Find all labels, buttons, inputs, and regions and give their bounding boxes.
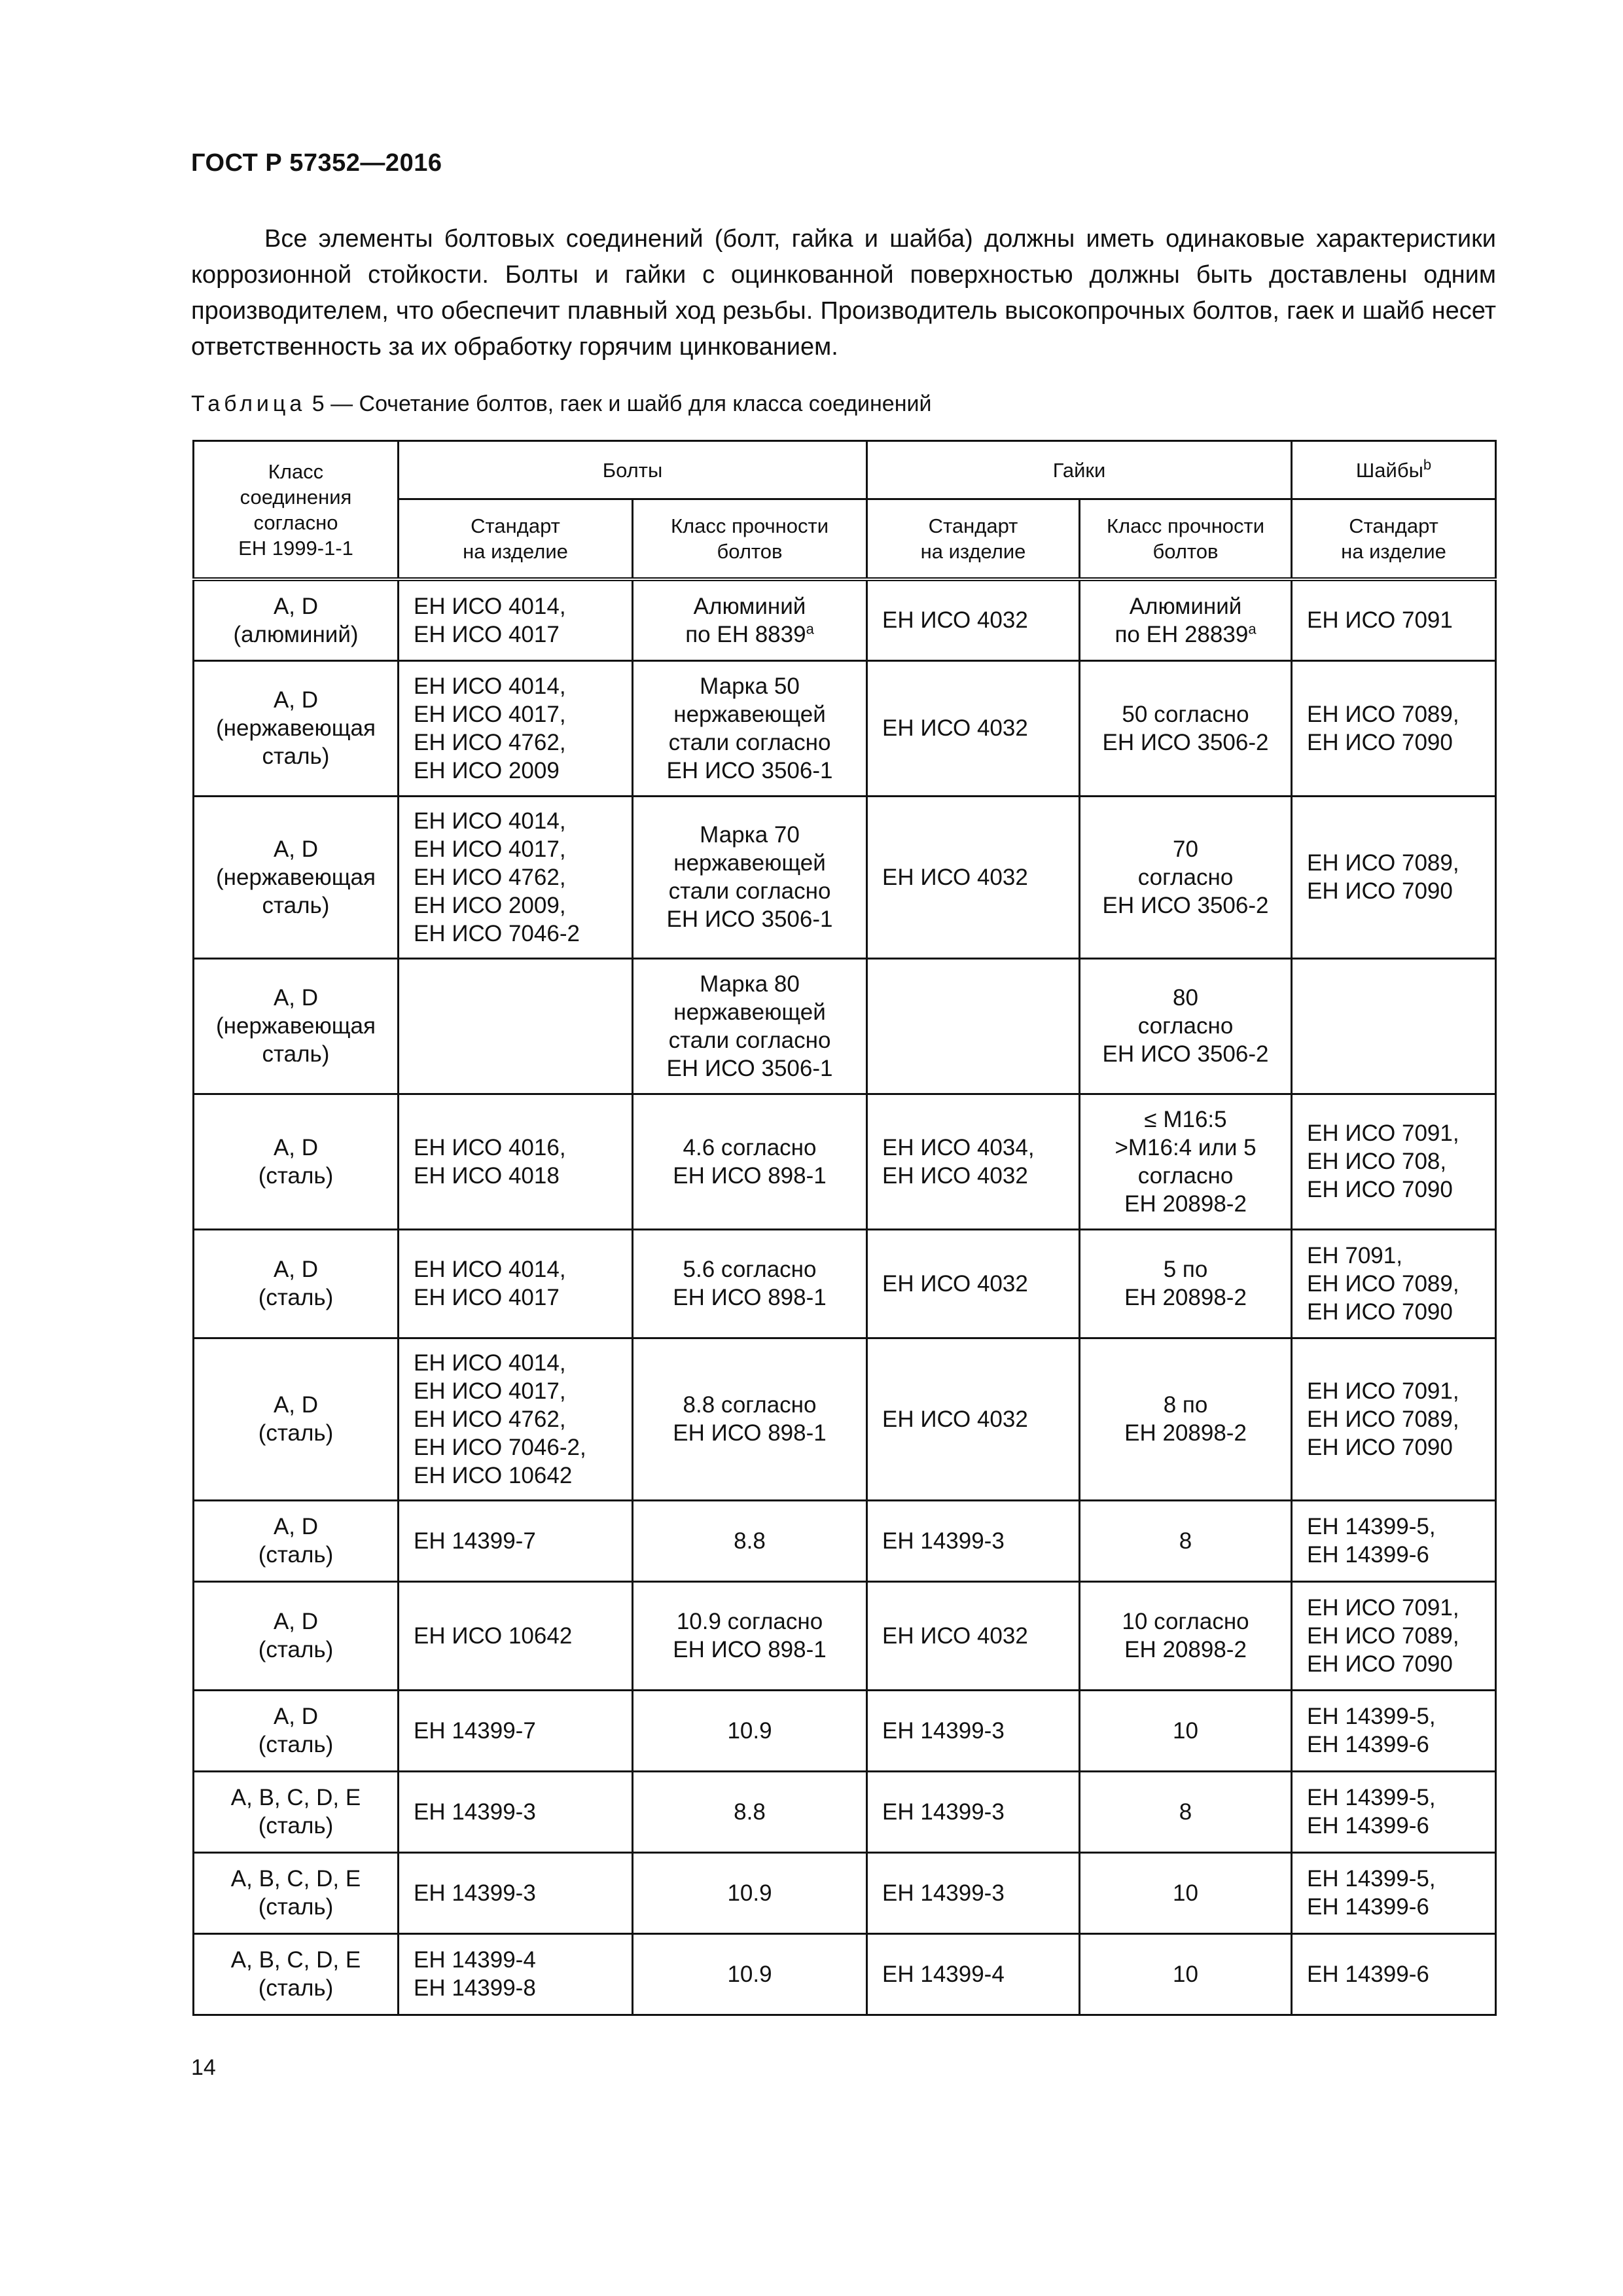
cell-washer-standard — [1292, 1500, 1496, 1581]
cell-nut-strength — [1080, 1690, 1292, 1771]
cell-bolt-standard-text: ЕН 14399-4 ЕН 14399-8 — [414, 1947, 536, 2001]
cell-bolt-strength — [633, 1094, 867, 1229]
page-header: ГОСТ Р 57352—2016 — [191, 149, 442, 177]
cell-nut-strength-text: 8 — [1179, 1528, 1192, 1554]
cell-bolt-standard-text: ЕН ИСО 4014, ЕН ИСО 4017, ЕН ИСО 4762, ЕН ИСО 2009, ЕН ИСО 7046-2 — [414, 808, 580, 946]
table-row — [194, 1094, 1496, 1229]
cell-bolt-standard — [399, 579, 633, 660]
cell-connection-class-text: A, D (сталь) — [258, 1514, 334, 1568]
cell-bolt-standard-text: ЕН ИСО 10642 — [414, 1623, 573, 1649]
cell-bolt-standard-text: ЕН ИСО 4014, ЕН ИСО 4017, ЕН ИСО 4762, ЕН ИСО 2009 — [414, 673, 566, 783]
cell-nut-strength-text: 70 согласно ЕН ИСО 3506-2 — [1102, 836, 1269, 918]
cell-bolt-strength-text: 8.8 — [734, 1528, 766, 1554]
cell-connection-class-text: A, B, C, D, E (сталь) — [230, 1785, 361, 1839]
body-paragraph: Все элементы болтовых соединений (болт, гайка и шайба) должны иметь одинаковые характеристики коррозионной стойкости. Болты и гайки с оцинкованной поверхностью должны быть доставлены одним производителем, что обеспечит плавный ход резьбы. Производитель высокопрочных болтов, гаек и шайб несет ответственность за их обработку горячим цинкованием. — [191, 225, 1496, 361]
cell-connection-class — [194, 958, 399, 1094]
cell-connection-class-text: A, D (сталь) — [258, 1392, 334, 1446]
cell-bolt-standard — [399, 1581, 633, 1690]
cell-nut-strength — [1080, 1338, 1292, 1500]
cell-bolt-strength — [633, 1690, 867, 1771]
table-row — [194, 1581, 1496, 1690]
cell-bolt-standard-text: ЕН 14399-3 — [414, 1799, 536, 1825]
cell-nut-strength — [1080, 1852, 1292, 1933]
cell-washer-standard-text: ЕН ИСО 7091, ЕН ИСО 708, ЕН ИСО 7090 — [1307, 1121, 1459, 1202]
cell-nut-strength — [1080, 1933, 1292, 2015]
cell-nut-strength — [1080, 1500, 1292, 1581]
table-caption-text: 5 — Сочетание болтов, гаек и шайб для класса соединений — [306, 391, 932, 416]
cell-nut-strength-text: 10 — [1173, 1961, 1198, 1987]
cell-nut-strength-text: 50 согласно ЕН ИСО 3506-2 — [1102, 701, 1269, 755]
header-nuts: Гайки — [867, 441, 1292, 499]
table-row — [194, 1500, 1496, 1581]
cell-nut-strength-text: 10 — [1173, 1880, 1198, 1906]
footnote-mark: a — [806, 620, 814, 637]
cell-bolt-standard — [399, 796, 633, 958]
cell-washer-standard-text: ЕН 14399-5, ЕН 14399-6 — [1307, 1514, 1436, 1568]
cell-bolt-strength — [633, 1933, 867, 2015]
table-row — [194, 660, 1496, 796]
cell-nut-standard — [867, 1852, 1080, 1933]
cell-bolt-strength — [633, 1229, 867, 1338]
cell-nut-strength-text: 10 — [1173, 1717, 1198, 1744]
cell-washer-standard — [1292, 958, 1496, 1094]
footnote-mark: b — [1423, 456, 1432, 473]
cell-connection-class — [194, 1500, 399, 1581]
cell-bolt-strength — [633, 660, 867, 796]
cell-bolt-strength — [633, 796, 867, 958]
cell-washer-standard — [1292, 1229, 1496, 1338]
cell-washer-standard-text: ЕН 14399-6 — [1307, 1961, 1429, 1987]
cell-washer-standard — [1292, 1094, 1496, 1229]
cell-nut-strength — [1080, 1771, 1292, 1852]
cell-washer-standard — [1292, 1581, 1496, 1690]
cell-washer-standard-text: ЕН ИСО 7091, ЕН ИСО 7089, ЕН ИСО 7090 — [1307, 1378, 1459, 1460]
cell-nut-strength-text: 5 по ЕН 20898-2 — [1124, 1257, 1247, 1310]
cell-nut-standard — [867, 1771, 1080, 1852]
cell-nut-strength — [1080, 1229, 1292, 1338]
cell-bolt-strength-text: 10.9 — [727, 1880, 772, 1906]
cell-washer-standard — [1292, 660, 1496, 796]
cell-connection-class-text: A, D (сталь) — [258, 1704, 334, 1757]
cell-connection-class — [194, 1094, 399, 1229]
cell-bolt-strength-text: 10.9 согласно ЕН ИСО 898-1 — [673, 1609, 827, 1662]
cell-bolt-strength — [633, 1581, 867, 1690]
cell-washer-standard-text: ЕН 14399-5, ЕН 14399-6 — [1307, 1785, 1436, 1839]
cell-nut-strength-text: 80 согласно ЕН ИСО 3506-2 — [1102, 985, 1269, 1067]
cell-nut-standard-text: ЕН ИСО 4032 — [882, 1623, 1028, 1649]
cell-nut-strength — [1080, 958, 1292, 1094]
bolt-combination-table — [192, 440, 1497, 2016]
header-connection-class: Класс соединения согласно ЕН 1999-1-1 — [194, 441, 399, 580]
cell-nut-standard — [867, 660, 1080, 796]
cell-washer-standard — [1292, 579, 1496, 660]
cell-connection-class — [194, 1933, 399, 2015]
header-bolt-standard: Стандарт на изделие — [399, 499, 633, 580]
cell-nut-strength-text: 8 по ЕН 20898-2 — [1124, 1392, 1247, 1446]
header-nut-standard: Стандарт на изделие — [867, 499, 1080, 580]
footnote-mark: a — [1248, 620, 1257, 637]
cell-washer-standard-text: ЕН ИСО 7089, ЕН ИСО 7090 — [1307, 701, 1459, 755]
cell-nut-standard — [867, 1933, 1080, 2015]
cell-bolt-standard — [399, 1229, 633, 1338]
cell-nut-standard-text: ЕН 14399-3 — [882, 1717, 1005, 1744]
cell-nut-standard-text: ЕН 14399-3 — [882, 1880, 1005, 1906]
header-washers — [1292, 441, 1496, 499]
header-bolt-strength: Класс прочности болтов — [633, 499, 867, 580]
cell-nut-strength — [1080, 1581, 1292, 1690]
cell-nut-standard-text: ЕН ИСО 4032 — [882, 864, 1028, 890]
cell-nut-strength-text: ≤ M16:5 >M16:4 или 5 согласно ЕН 20898-2 — [1115, 1106, 1257, 1217]
cell-washer-standard-text: ЕН 14399-5, ЕН 14399-6 — [1307, 1866, 1436, 1920]
header-washer-standard: Стандарт на изделие — [1292, 499, 1496, 580]
cell-bolt-standard — [399, 1690, 633, 1771]
page-number: 14 — [191, 2055, 216, 2080]
table-row — [194, 958, 1496, 1094]
cell-bolt-standard — [399, 1933, 633, 2015]
cell-nut-strength — [1080, 1094, 1292, 1229]
cell-nut-strength — [1080, 660, 1292, 796]
cell-bolt-strength — [633, 1500, 867, 1581]
cell-washer-standard — [1292, 1338, 1496, 1500]
cell-bolt-strength — [633, 1852, 867, 1933]
cell-nut-standard-text: ЕН 14399-3 — [882, 1528, 1005, 1554]
cell-bolt-standard-text: ЕН ИСО 4014, ЕН ИСО 4017 — [414, 593, 566, 647]
cell-nut-strength-text: 8 — [1179, 1799, 1192, 1825]
cell-bolt-standard — [399, 660, 633, 796]
cell-nut-standard — [867, 1338, 1080, 1500]
cell-bolt-standard-text: ЕН 14399-3 — [414, 1880, 536, 1906]
table-body — [194, 579, 1496, 2015]
cell-bolt-standard-text: ЕН ИСО 4014, ЕН ИСО 4017 — [414, 1257, 566, 1310]
cell-connection-class — [194, 1229, 399, 1338]
cell-connection-class-text: A, D (нержавеющая сталь) — [216, 836, 376, 918]
cell-bolt-standard — [399, 1338, 633, 1500]
cell-bolt-strength-text: 4.6 согласно ЕН ИСО 898-1 — [673, 1134, 827, 1189]
cell-bolt-standard — [399, 1771, 633, 1852]
cell-connection-class-text: A, D (сталь) — [258, 1134, 334, 1189]
cell-nut-standard-text: ЕН ИСО 4034, ЕН ИСО 4032 — [882, 1134, 1035, 1189]
cell-connection-class — [194, 1581, 399, 1690]
cell-connection-class — [194, 1690, 399, 1771]
cell-bolt-standard-text: ЕН ИСО 4014, ЕН ИСО 4017, ЕН ИСО 4762, ЕН ИСО 7046-2, ЕН ИСО 10642 — [414, 1350, 586, 1488]
cell-connection-class — [194, 660, 399, 796]
cell-connection-class-text: A, D (нержавеющая сталь) — [216, 985, 376, 1067]
cell-bolt-strength-text: 5.6 согласно ЕН ИСО 898-1 — [673, 1257, 827, 1310]
table-row — [194, 1338, 1496, 1500]
cell-nut-standard — [867, 958, 1080, 1094]
cell-bolt-strength-text: Марка 50 нержавеющей стали согласно ЕН ИСО 3506-1 — [666, 673, 833, 783]
table-row — [194, 1690, 1496, 1771]
cell-nut-strength-text: 10 согласно ЕН 20898-2 — [1122, 1609, 1249, 1662]
cell-nut-strength — [1080, 579, 1292, 660]
cell-bolt-standard — [399, 1852, 633, 1933]
cell-nut-standard-text: ЕН ИСО 4032 — [882, 1270, 1028, 1297]
cell-bolt-standard-text: ЕН ИСО 4016, ЕН ИСО 4018 — [414, 1134, 566, 1189]
cell-nut-standard — [867, 1094, 1080, 1229]
cell-connection-class-text: A, B, C, D, E (сталь) — [230, 1866, 361, 1920]
cell-nut-standard-text: ЕН ИСО 4032 — [882, 1406, 1028, 1432]
cell-bolt-strength-text: Марка 80 нержавеющей стали согласно ЕН ИСО 3506-1 — [666, 971, 833, 1081]
cell-nut-standard-text: ЕН ИСО 4032 — [882, 715, 1028, 741]
cell-nut-standard — [867, 1690, 1080, 1771]
cell-connection-class — [194, 796, 399, 958]
table-caption — [191, 391, 931, 417]
cell-connection-class-text: A, D (сталь) — [258, 1609, 334, 1662]
cell-washer-standard — [1292, 796, 1496, 958]
cell-nut-standard-text: ЕН 14399-3 — [882, 1799, 1005, 1825]
cell-bolt-standard-text: ЕН 14399-7 — [414, 1528, 536, 1554]
cell-connection-class-text: A, D (алюминий) — [233, 593, 359, 647]
header-washers-label: Шайбы — [1355, 458, 1423, 482]
table-caption-label: Таблица — [191, 391, 306, 416]
cell-nut-standard-text: ЕН ИСО 4032 — [882, 607, 1028, 634]
cell-nut-standard-text: ЕН 14399-4 — [882, 1961, 1005, 1987]
cell-connection-class — [194, 1771, 399, 1852]
cell-bolt-strength — [633, 579, 867, 660]
table-row — [194, 1852, 1496, 1933]
cell-nut-standard — [867, 1581, 1080, 1690]
cell-washer-standard-text: ЕН 14399-5, ЕН 14399-6 — [1307, 1704, 1436, 1757]
table-row — [194, 1933, 1496, 2015]
header-bolts: Болты — [399, 441, 867, 499]
cell-bolt-strength — [633, 958, 867, 1094]
cell-washer-standard-text: ЕН ИСО 7091, ЕН ИСО 7089, ЕН ИСО 7090 — [1307, 1594, 1459, 1677]
cell-bolt-standard-text: ЕН 14399-7 — [414, 1717, 536, 1744]
cell-bolt-standard — [399, 958, 633, 1094]
cell-bolt-strength-text: Марка 70 нержавеющей стали согласно ЕН ИСО 3506-1 — [666, 822, 833, 932]
cell-nut-standard — [867, 1229, 1080, 1338]
cell-connection-class-text: A, D (нержавеющая сталь) — [216, 687, 376, 769]
cell-nut-standard — [867, 796, 1080, 958]
cell-bolt-strength-text: 8.8 — [734, 1799, 766, 1825]
cell-bolt-standard — [399, 1094, 633, 1229]
cell-washer-standard-text: ЕН 7091, ЕН ИСО 7089, ЕН ИСО 7090 — [1307, 1242, 1459, 1325]
cell-bolt-strength — [633, 1338, 867, 1500]
cell-bolt-strength-text: 8.8 согласно ЕН ИСО 898-1 — [673, 1392, 827, 1446]
cell-nut-strength-text: Алюминий по ЕН 28839 — [1115, 593, 1249, 647]
cell-connection-class — [194, 1852, 399, 1933]
header-nut-strength: Класс прочности болтов — [1080, 499, 1292, 580]
table-row — [194, 1771, 1496, 1852]
cell-washer-standard-text: ЕН ИСО 7091 — [1307, 607, 1453, 634]
cell-washer-standard — [1292, 1933, 1496, 2015]
cell-bolt-strength — [633, 1771, 867, 1852]
cell-washer-standard — [1292, 1690, 1496, 1771]
cell-washer-standard-text: ЕН ИСО 7089, ЕН ИСО 7090 — [1307, 850, 1459, 904]
cell-bolt-strength-text: Алюминий по ЕН 8839 — [685, 593, 806, 647]
cell-connection-class-text: A, B, C, D, E (сталь) — [230, 1947, 361, 2001]
cell-bolt-standard — [399, 1500, 633, 1581]
cell-connection-class — [194, 1338, 399, 1500]
cell-washer-standard — [1292, 1771, 1496, 1852]
cell-nut-standard — [867, 1500, 1080, 1581]
table-row — [194, 796, 1496, 958]
cell-bolt-strength-text: 10.9 — [727, 1717, 772, 1744]
cell-connection-class-text: A, D (сталь) — [258, 1257, 334, 1310]
cell-nut-strength — [1080, 796, 1292, 958]
table-row — [194, 579, 1496, 660]
cell-connection-class — [194, 579, 399, 660]
cell-nut-standard — [867, 579, 1080, 660]
table-row — [194, 1229, 1496, 1338]
cell-washer-standard — [1292, 1852, 1496, 1933]
cell-bolt-strength-text: 10.9 — [727, 1961, 772, 1987]
